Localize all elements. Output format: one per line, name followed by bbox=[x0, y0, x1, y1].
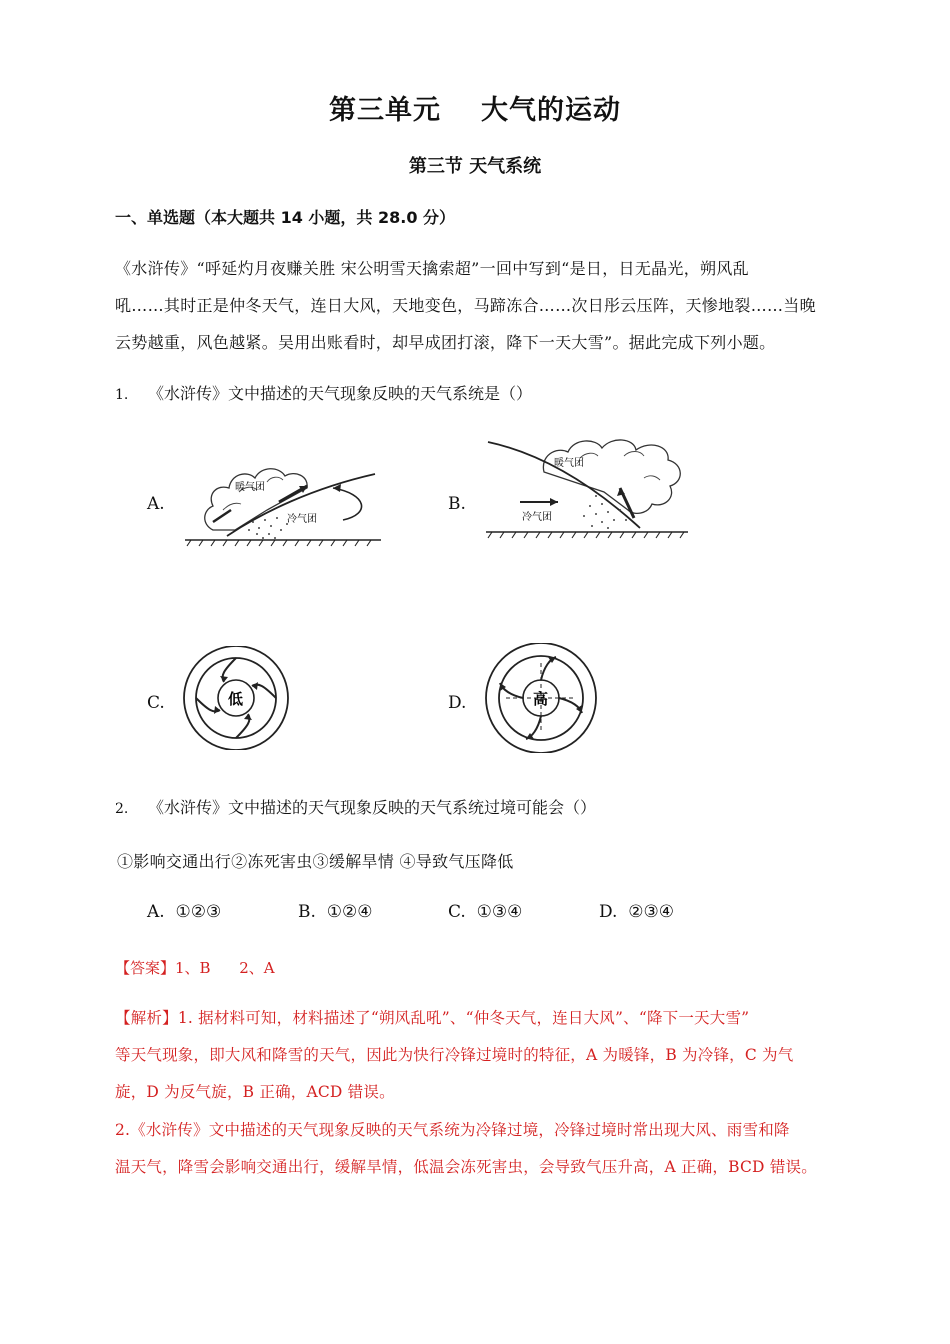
question-2-text: 《水浒传》文中描述的天气现象反映的天气系统过境可能会（） bbox=[148, 798, 597, 817]
question-2-statements: ①影响交通出行②冻死害虫③缓解旱情 ④导致气压降低 bbox=[117, 852, 514, 871]
explanation-line-3: 旋，D 为反气旋，B 正确，ACD 错误。 bbox=[115, 1083, 395, 1101]
question-2-number: 2. bbox=[115, 801, 129, 817]
option-c-label: C. bbox=[147, 693, 165, 713]
question-1-number: 1. bbox=[115, 387, 129, 403]
unit-title-part1: 第三单元 bbox=[329, 95, 441, 126]
explanation-tag: 【解析】 bbox=[115, 1009, 178, 1027]
answer-tag: 【答案】 bbox=[115, 959, 176, 977]
cold-air-label-a: 冷气团 bbox=[287, 514, 317, 525]
question-1 bbox=[115, 381, 532, 404]
warm-air-label-a: 暖气团 bbox=[235, 482, 265, 493]
choice-a: A. ①②③ bbox=[147, 902, 222, 922]
explanation-line-2: 等天气现象，即大风和降雪的天气，因此为快行冷锋过境时的特征，A 为暖锋，B 为冷锋，C 为气 bbox=[115, 1046, 794, 1064]
unit-title-part2: 大气的运动 bbox=[481, 95, 621, 126]
warm-front-diagram bbox=[183, 440, 383, 548]
section-title: 第三节 天气系统 bbox=[408, 156, 542, 177]
question-1-text: 《水浒传》文中描述的天气现象反映的天气系统是（） bbox=[148, 384, 533, 403]
option-a-label: A. bbox=[147, 494, 165, 514]
answer-line bbox=[115, 957, 275, 978]
option-d-label: D. bbox=[448, 693, 467, 713]
high-pressure-center: 高 bbox=[533, 690, 549, 708]
cold-air-label-b: 冷气团 bbox=[522, 512, 552, 523]
choice-d: D. ②③④ bbox=[599, 902, 674, 922]
passage-line-1: 《水浒传》“呼延灼月夜赚关胜 宋公明雪天擒索超”一回中写到“是日，日无晶光，朔风乱 bbox=[115, 259, 749, 278]
question-type-heading: 一、单选题（本大题共 14 小题，共 28.0 分） bbox=[115, 208, 456, 227]
unit-title bbox=[0, 88, 950, 127]
passage-line-2: 吼……其时正是仲冬天气，连日大风，天地变色，马蹄冻合……次日彤云压阵，天惨地裂……当晚 bbox=[115, 296, 816, 315]
explanation-line-1: 【解析】1. 据材料可知，材料描述了“朔风乱吼”、“仲冬天气，连日大风”、“降下一天大雪” bbox=[115, 1009, 750, 1027]
cold-front-diagram bbox=[484, 432, 690, 544]
passage-line-3: 云势越重，风色越紧。吴用出账看时，却早成团打滚，降下一天大雪”。据此完成下列小题。 bbox=[115, 333, 776, 352]
choice-b: B. ①②④ bbox=[298, 902, 373, 922]
explanation-line-4: 2.《水浒传》文中描述的天气现象反映的天气系统为冷锋过境，冷锋过境时常出现大风、雨雪和降 bbox=[115, 1121, 790, 1139]
cyclone-diagram bbox=[180, 646, 292, 750]
low-pressure-center: 低 bbox=[228, 690, 244, 708]
anticyclone-diagram bbox=[484, 643, 598, 753]
answer-text: 1、B 2、A bbox=[175, 959, 275, 977]
explanation-line-5: 温天气，降雪会影响交通出行，缓解旱情，低温会冻死害虫，会导致气压升高，A 正确，BCD 错误。 bbox=[115, 1158, 817, 1176]
choice-c: C. ①③④ bbox=[448, 902, 523, 922]
option-b-label: B. bbox=[448, 494, 466, 514]
question-2 bbox=[115, 795, 596, 818]
warm-air-label-b: 暖气团 bbox=[554, 458, 584, 469]
